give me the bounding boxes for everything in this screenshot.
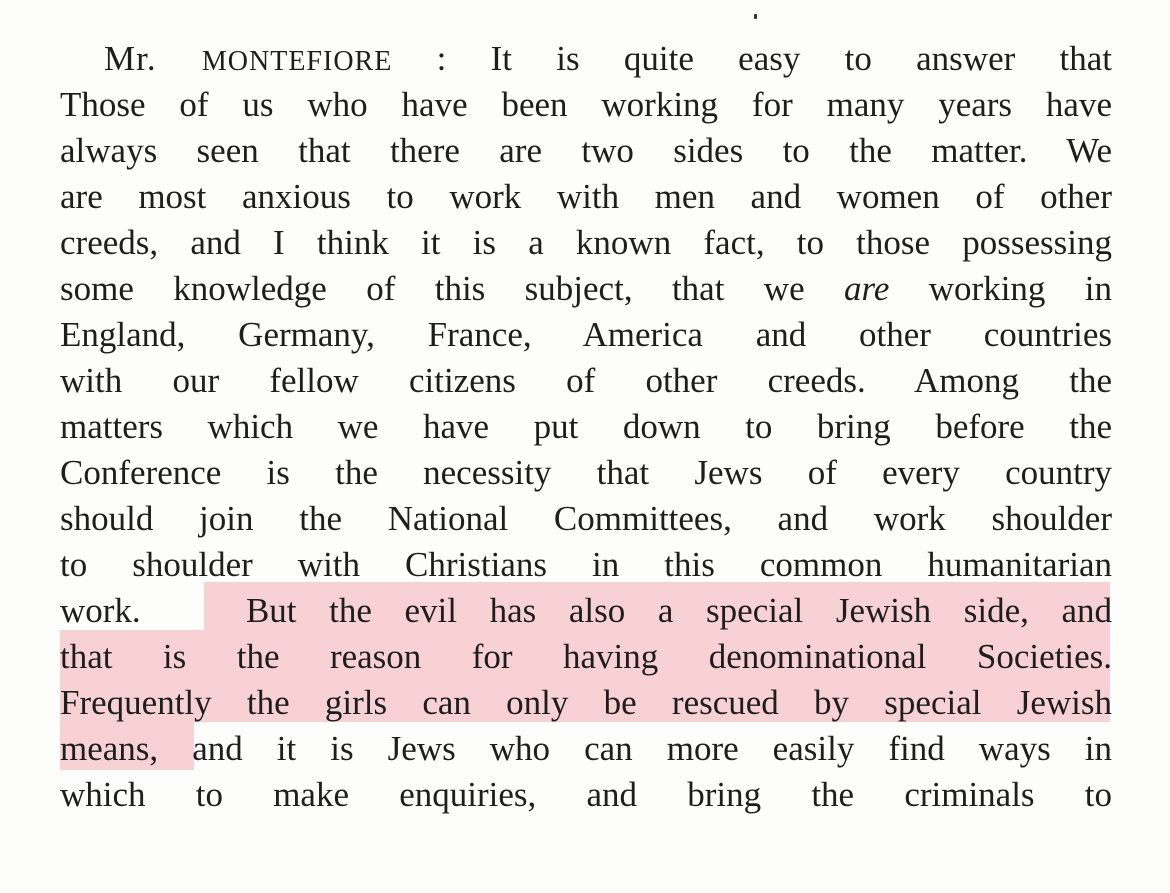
speaker-name xyxy=(104,39,392,78)
text-line-12: to shoulder with Christians in this common humanitarian xyxy=(60,545,1112,584)
line-text-plain: work. xyxy=(60,591,141,630)
text-line-14 xyxy=(60,634,1112,680)
text-line-11: should join the National Committees, and work shoulder xyxy=(60,499,1112,538)
speaker-first: Mr. xyxy=(104,39,157,78)
highlighted-text: But the evil has also a special Jewish side, and xyxy=(245,591,1113,630)
text-line-1 xyxy=(60,36,1112,82)
document-paragraph xyxy=(60,36,1112,818)
highlighted-text: means, xyxy=(60,729,159,768)
line-text-plain: and it is Jews who can more easily find ways in xyxy=(192,729,1112,768)
text-line-7: England, Germany, France, America and other countries xyxy=(60,315,1112,354)
text-line-10: Conference is the necessity that Jews of every country xyxy=(60,453,1112,492)
text-line-15 xyxy=(60,680,1112,726)
speaker-last: MONTEFIORE xyxy=(201,46,393,77)
highlighted-text: that is the reason for having denominational Societies. xyxy=(60,637,1112,676)
line-text-part-1: some knowledge of this subject, that we xyxy=(60,269,805,308)
line-text-part-2: working in xyxy=(928,269,1113,308)
text-line-17: which to make enquiries, and bring the criminals to xyxy=(60,775,1112,814)
line-text: It is quite easy to answer that xyxy=(490,39,1113,78)
ink-speck xyxy=(754,14,757,19)
highlighted-text: Frequently the girls can only be rescued by special Jewish xyxy=(60,683,1112,722)
text-line-9: matters which we have put down to bring before the xyxy=(60,407,1112,446)
speaker-colon: : xyxy=(436,39,447,78)
text-line-5: creeds, and I think it is a known fact, to those possessing xyxy=(60,223,1112,262)
text-line-6 xyxy=(60,266,1112,312)
text-line-2: Those of us who have been working for many years have xyxy=(60,85,1112,124)
emphasized-word: are xyxy=(844,269,890,308)
text-line-3: always seen that there are two sides to the matter. We xyxy=(60,131,1112,170)
text-line-4: are most anxious to work with men and women of other xyxy=(60,177,1112,216)
text-line-16 xyxy=(60,726,1112,772)
text-line-8: with our fellow citizens of other creeds. Among the xyxy=(60,361,1112,400)
text-line-13 xyxy=(60,588,1112,634)
